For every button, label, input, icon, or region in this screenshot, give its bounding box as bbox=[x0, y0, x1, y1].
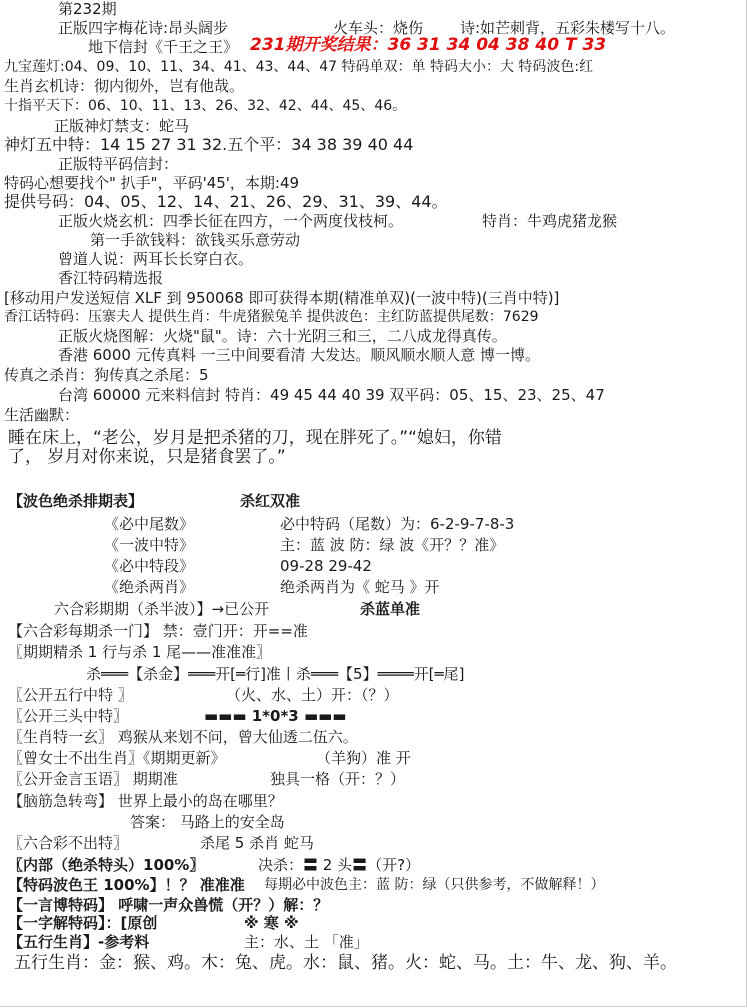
precise-kill-title: 〖期期精杀 1 行与杀 1 尾——准准准〗 bbox=[8, 643, 272, 661]
flat-code-letter: 正版特平码信封： bbox=[58, 155, 179, 173]
zodiac-poem: 生肖玄机诗：彻内彻外，岂有他哉。 bbox=[4, 77, 245, 95]
riddle-question: 【脑筋急转弯】 世界上最小的岛在哪里？ bbox=[8, 792, 283, 810]
segment-label: 《必中特段》 bbox=[104, 557, 195, 575]
joke-line-2: 了， 岁月对你来说，只是猪食罢了。” bbox=[8, 447, 286, 467]
ten-fingers-line: 十指平天下：06、10、11、13、26、32、42、44、45、46。 bbox=[4, 98, 407, 114]
five-zodiac-label: 【五行生肖】-参考料 bbox=[8, 933, 150, 951]
wave-label: 《一波中特》 bbox=[104, 536, 195, 554]
five-zodiac-values: 主：水、土 「准」 bbox=[244, 933, 369, 951]
color-kill-title: 【波色绝杀排期表】 bbox=[8, 492, 144, 510]
taiwan-line: 台湾 60000 元来料信封 特肖：49 45 44 40 39 双平码：05、15、23、25、47 bbox=[58, 386, 605, 404]
ms-zeng-values: （羊狗）准 开 bbox=[316, 749, 411, 767]
hk-fax-line: 香港 6000 元传真料 一三中间要看清 大发达。顺风顺水顺人意 博一博。 bbox=[58, 346, 541, 364]
not-out-values: 杀尾 5 杀肖 蛇马 bbox=[200, 834, 314, 852]
one-word-special: 【一言博特码】 呼啸一声众兽慌（开？）解：？ bbox=[8, 896, 329, 914]
issue-number: 第232期 bbox=[58, 0, 117, 18]
five-element-label: 〖公开五行中特 〗 bbox=[8, 686, 133, 704]
one-char-value: ※ 寒 ※ bbox=[244, 914, 299, 932]
humor-title: 生活幽默： bbox=[4, 406, 80, 424]
fax-kill-line: 传真之杀肖：狗传真之杀尾：5 bbox=[4, 366, 209, 384]
daoist-saying: 曾道人说：两耳长长穿白衣。 bbox=[58, 250, 254, 268]
joke-line-1: 睡在床上，“老公，岁月是把杀猪的刀，现在胖死了。”“媳妇，你错 bbox=[8, 428, 502, 448]
ms-zeng-label: 〖曾女士不出生肖〗《期期更新》 bbox=[8, 749, 226, 767]
kill-one-gate: 【六合彩每期杀一门】 禁：壹门开：开==准 bbox=[8, 622, 308, 640]
special-code-line: 特码心想要找个" 扒手"，平码'45'，本期:49 bbox=[4, 174, 300, 192]
sms-notice: [移动用户发送短信 XLF 到 950068 即可获得本期(精准单双)(一波中特)(三肖中特)] bbox=[4, 289, 560, 307]
zodiac-mystery: 〖生肖特一玄〗 鸡猴从来划不问，曾大仙透二伍六。 bbox=[8, 728, 358, 746]
special-zodiac: 特肖：牛鸡虎猪龙猴 bbox=[482, 212, 618, 230]
result-banner: 231期开奖结果：36 31 34 04 38 40 T 33 bbox=[250, 35, 607, 55]
not-out-label: 〖六合彩不出特〗 bbox=[8, 834, 129, 852]
wave-king-values: 每期必中波色主：蓝 防：绿（只供参考，不做解释！） bbox=[264, 877, 605, 893]
select-report: 香江特码精选报 bbox=[58, 269, 164, 287]
sealed-letter: 地下信封《千王之王》 bbox=[88, 38, 239, 56]
fire-mystery: 正版火烧玄机：四季长征在四方，一个两度伐枝柯。 bbox=[58, 212, 404, 230]
three-head-values: ▬▬▬ 1*0*3 ▬▬▬ bbox=[204, 707, 347, 725]
wave-values: 主：蓝 波 防：绿 波《开？？准》 bbox=[280, 536, 505, 554]
fire-diagram: 正版火烧图解：火烧"鼠"。诗：六十光阴三和三，二八成龙得真传。 bbox=[58, 327, 507, 345]
hk-talk-line: 香江话特码：压寨夫人 提供生肖：牛虎猪猴兔羊 提供波色：主红防蓝提供尾数：7629 bbox=[4, 309, 539, 325]
golden-words-values: 独具一格（开：？） bbox=[270, 770, 406, 788]
train-head: 火车头：烧伤 bbox=[333, 19, 424, 37]
kill-row: 杀═══【杀金】═══开[═行]准丨杀═══【5】════开[═尾] bbox=[86, 665, 465, 683]
lamp-five-line: 神灯五中特：14 15 27 31 32.五个平：34 38 39 40 44 bbox=[4, 135, 414, 154]
golden-words-label: 〖公开金言玉语〗 期期准 bbox=[8, 770, 178, 788]
five-zodiac-list: 五行生肖：金：猴、鸡。木：兔、虎。水：鼠、猪。火：蛇、马。土：牛、龙、狗、羊。 bbox=[14, 953, 677, 973]
one-char-label: 【一字解特码】：[原创 bbox=[8, 914, 158, 932]
wave-king-label: 【特码波色王 100%】！？ 准准准 bbox=[8, 876, 245, 894]
first-hand-line: 第一手欲钱料：欲钱买乐意劳动 bbox=[90, 231, 301, 249]
segment-values: 09-28 29-42 bbox=[280, 557, 372, 575]
tail-values: 必中特码（尾数）为：6-2-9-7-8-3 bbox=[280, 515, 515, 533]
kill-red-label: 杀红双准 bbox=[240, 492, 301, 510]
kill-two-values: 绝杀两肖为《 蛇马 》开 bbox=[280, 578, 440, 596]
kill-blue-label: 杀蓝单准 bbox=[360, 600, 421, 618]
three-head-label: 〖公开三头中特〗 bbox=[8, 707, 129, 725]
kill-two-label: 《绝杀两肖》 bbox=[104, 578, 195, 596]
provided-numbers: 提供号码：04、05、12、14、21、26、29、31、39、44。 bbox=[4, 192, 448, 211]
half-wave-line: 六合彩期期（杀半波）】→已公开 bbox=[54, 600, 270, 618]
internal-kill-values: 决杀：〓 2 头〓（开?） bbox=[258, 856, 421, 874]
tail-label: 《必中尾数》 bbox=[104, 515, 195, 533]
riddle-answer: 答案： 马路上的安全岛 bbox=[130, 813, 285, 831]
internal-kill-label: 〖内部（绝杀特头）100%〗 bbox=[8, 856, 205, 874]
lotus-lamp-line: 九宝莲灯:04、09、10、11、34、41、43、44、47 特码单双：单 特码大小：大 特码波色:红 bbox=[4, 59, 594, 75]
plum-poem: 正版四字梅花诗:昂头阔步 bbox=[58, 19, 229, 37]
five-element-values: （火、水、土）开：（？） bbox=[226, 686, 399, 704]
forbidden-branch: 正版神灯禁支：蛇马 bbox=[54, 117, 190, 135]
poem-line: 诗:如芒刺背，五彩朱楼写十八。 bbox=[460, 19, 676, 37]
